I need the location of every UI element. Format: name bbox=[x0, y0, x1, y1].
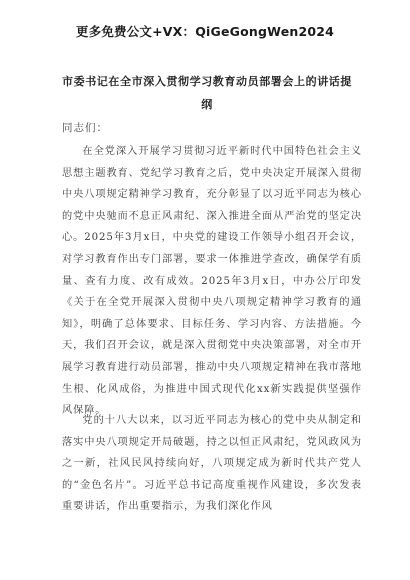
paragraph-text: 党的十八大以来，以习近平同志为核心的党中央从制定和落实中央八项规定开局破题，持之以恒正风肃纪，党风政风为之一新，社风民风持续向好，八项规定成为新时代共产党人的“金色名片”。习近平总书记高度重视作风建设，多次发表重要讲话，作出重要指示，为我们深化作风 bbox=[62, 415, 362, 513]
document-title: 市委书记在全市深入贯彻学习教育动员部署会上的讲话提纲 bbox=[62, 75, 352, 111]
body-paragraph-1 bbox=[62, 141, 362, 422]
promo-banner: 更多免费公文+VX：QiGeGongWen2024 bbox=[75, 24, 335, 39]
paragraph-text: 在全党深入开展学习贯彻习近平新时代中国特色社会主义思想主题教育、党纪学习教育之后，党中央决定开展深入贯彻中央八项规定精神学习教育，充分彰显了以习近平同志为核心的党中央驰而不息正风肃纪、深入推进全面从严治党的坚定决心。2025年3月x日，中央党的建设工作领导小组召开会议，对学习教育作出专门部署，要求一体推进学查改，确保学有质量、查有力度、改有成效。2025年3月x日，中办公厅印发《关于在全党开展深入贯彻中央八项规定精神学习教育的通知》，明确了总体要求、目标任务、学习内容、方法措施。今天，我们召开会议，就是深入贯彻党中央决策部署，对全市开展学习教育进行动员部署，推动中央八项规定精神在我市落地生根、化风成俗，为推进中国式现代化xx新实践提供坚强作风保障。 bbox=[62, 146, 362, 417]
body-paragraph-2 bbox=[62, 410, 362, 518]
salutation: 同志们： bbox=[62, 122, 108, 134]
